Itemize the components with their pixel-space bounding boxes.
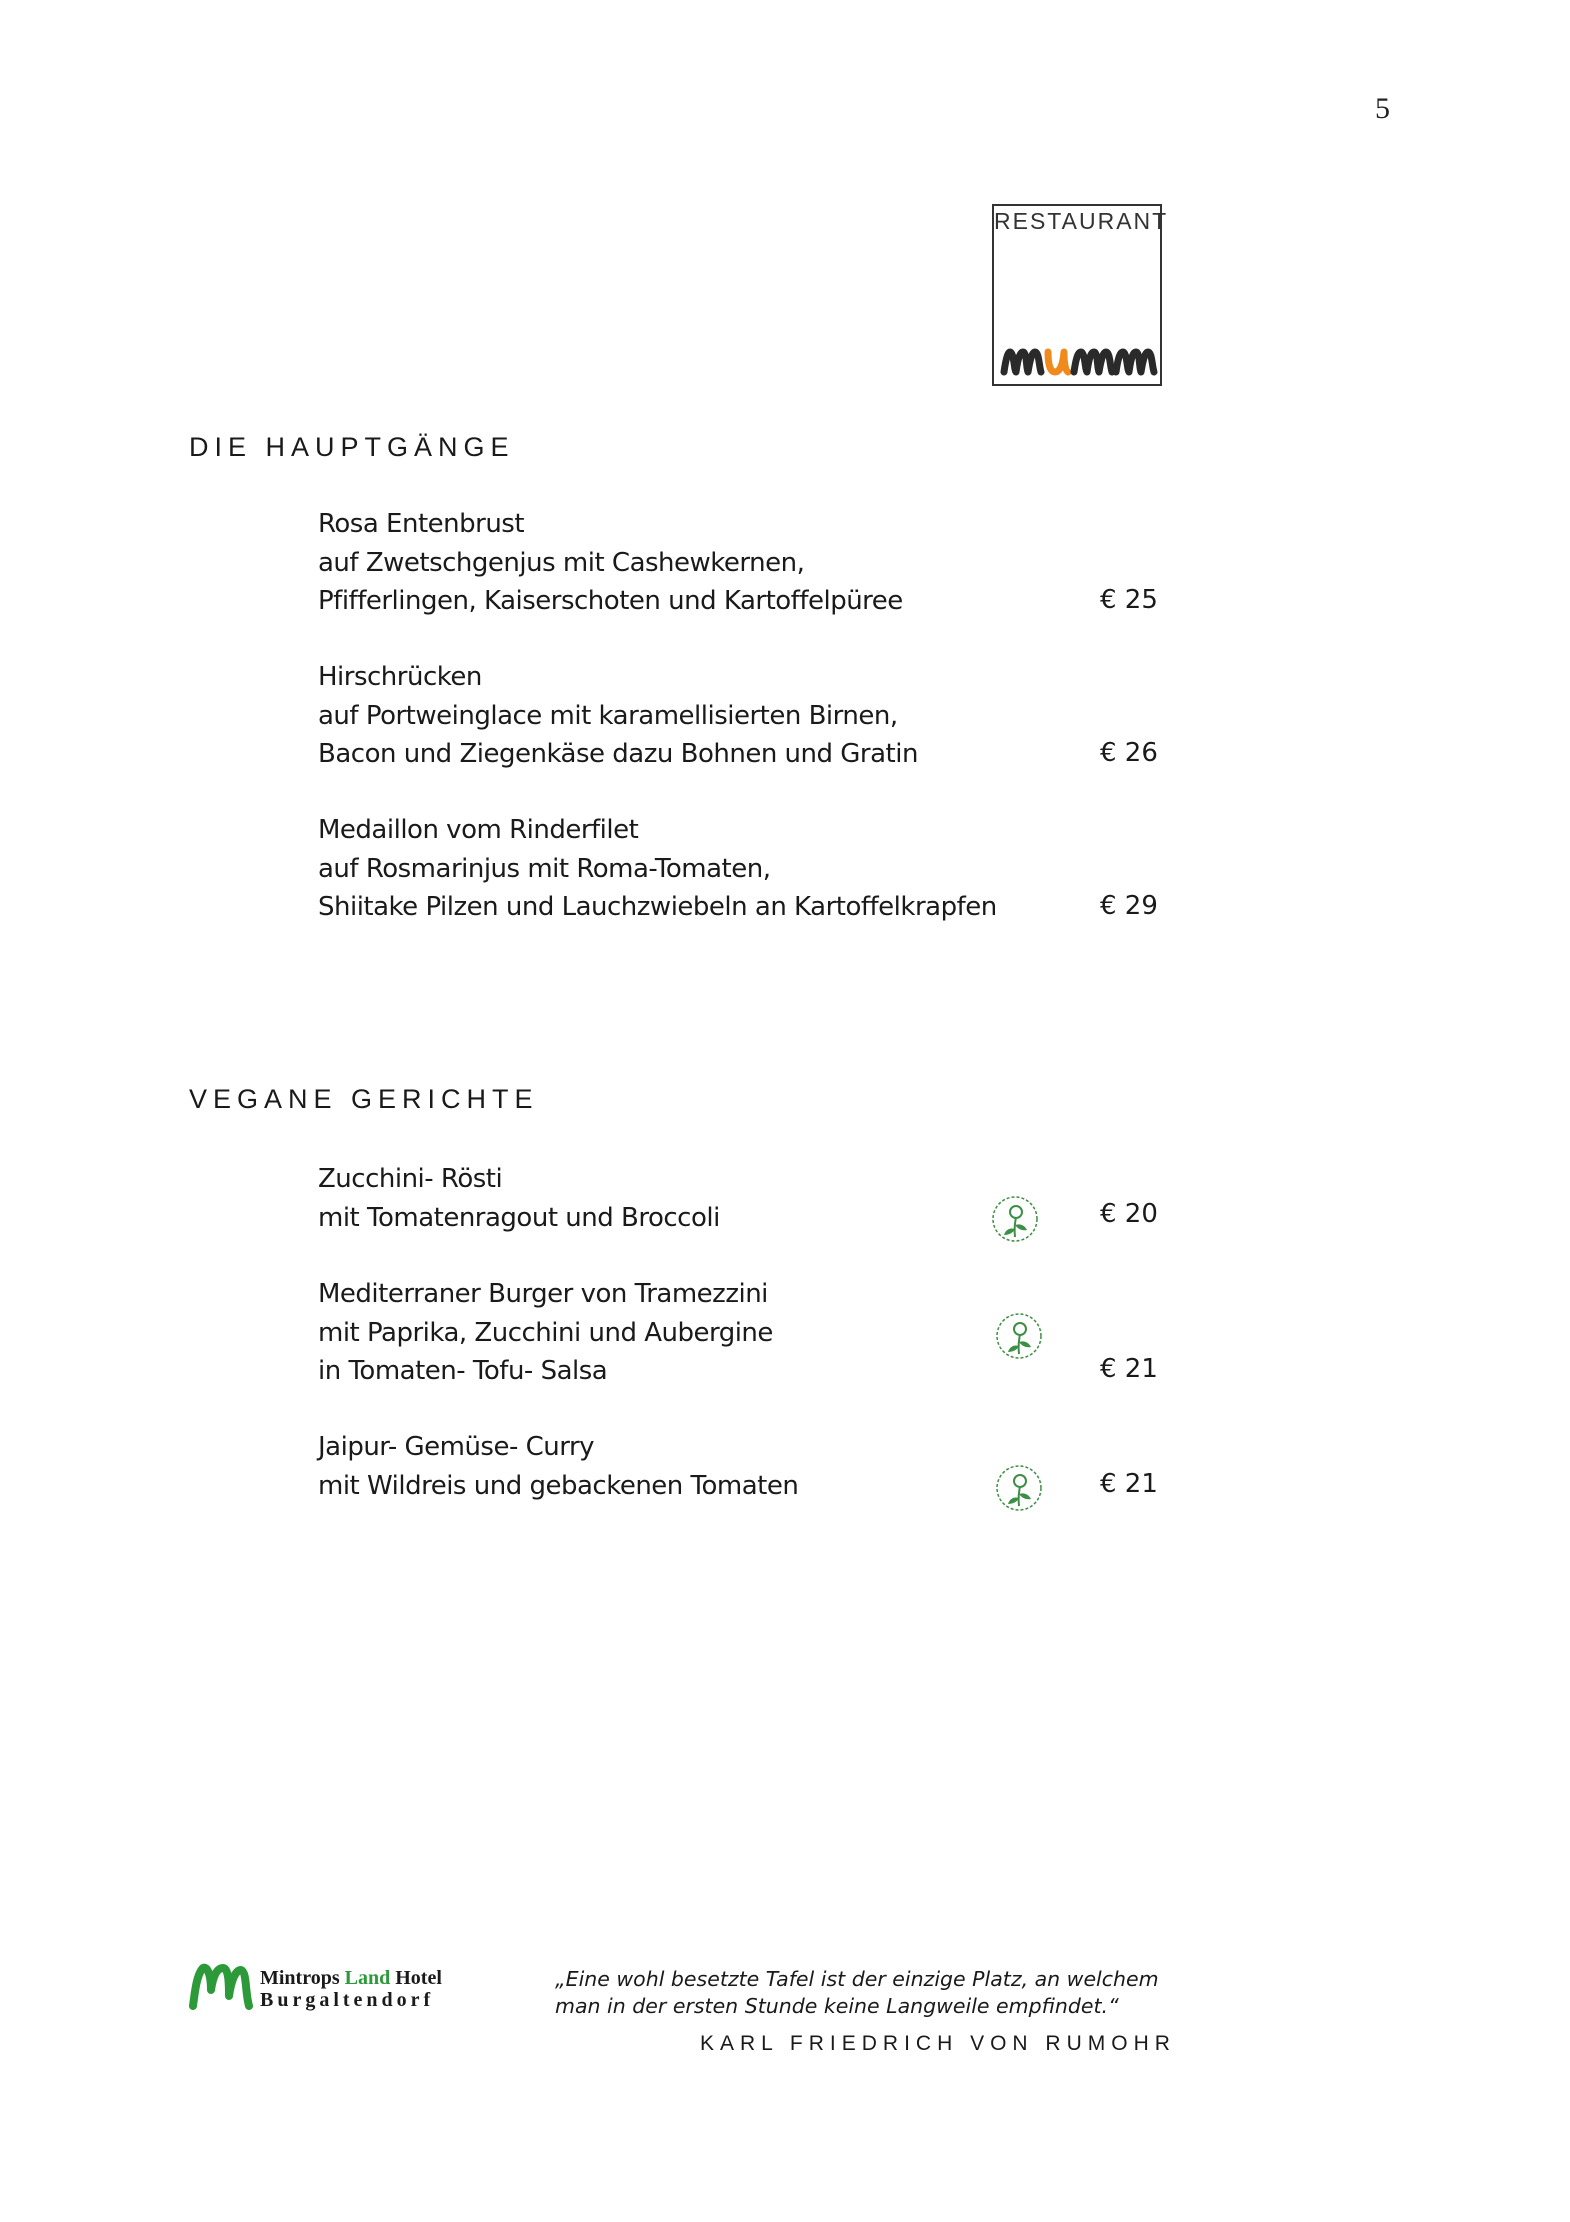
dish-description: auf Zwetschgenjus mit Cashewkernen, bbox=[318, 547, 805, 578]
dish-name: Jaipur- Gemüse- Curry bbox=[318, 1432, 595, 1462]
hotel-name-land: Land bbox=[344, 1967, 391, 1989]
page-number: 5 bbox=[1375, 92, 1390, 125]
dish-description: Shiitake Pilzen und Lauchzwiebeln an Kartoffelkrapfen bbox=[318, 892, 997, 922]
dish-description: Bacon und Ziegenkäse dazu Bohnen und Gratin bbox=[318, 739, 918, 769]
dish-name: Rosa Entenbrust bbox=[318, 509, 525, 539]
section-title-vegan-dishes: VEGANE GERICHTE bbox=[189, 1084, 539, 1114]
hotel-location: Burgaltendorf bbox=[260, 1989, 435, 2011]
dish-price: € 20 bbox=[1100, 1199, 1158, 1229]
dish-item bbox=[318, 1160, 720, 1237]
dish-name: Zucchini- Rösti bbox=[318, 1164, 503, 1194]
mumm-logo-mark bbox=[996, 322, 1158, 382]
quote-line: man in der ersten Stunde keine Langweile empfindet.“ bbox=[555, 1994, 1119, 2018]
dish-item bbox=[318, 505, 903, 621]
dish-price: € 29 bbox=[1100, 891, 1158, 921]
vegan-flower-icon bbox=[994, 1310, 1044, 1362]
dish-description: auf Portweinglace mit karamellisierten Birnen, bbox=[318, 700, 898, 731]
footer-quote bbox=[555, 1966, 1159, 2020]
dish-description: auf Rosmarinjus mit Roma-Tomaten, bbox=[318, 853, 771, 884]
section-title-main-courses: DIE HAUPTGÄNGE bbox=[189, 432, 515, 462]
dish-description: in Tomaten- Tofu- Salsa bbox=[318, 1356, 608, 1386]
hotel-logo bbox=[189, 1960, 469, 2020]
dish-item bbox=[318, 1428, 798, 1505]
dish-item bbox=[318, 658, 918, 774]
quote-author: KARL FRIEDRICH VON RUMOHR bbox=[700, 2032, 1176, 2055]
vegan-flower-icon bbox=[990, 1193, 1040, 1245]
dish-item bbox=[318, 1275, 773, 1391]
quote-line: „Eine wohl besetzte Tafel ist der einzige Platz, an welchem bbox=[555, 1967, 1159, 1991]
dish-description: mit Wildreis und gebackenen Tomaten bbox=[318, 1470, 799, 1501]
logo-word: RESTAURANT bbox=[994, 208, 1169, 234]
dish-price: € 26 bbox=[1100, 738, 1158, 768]
dish-description: Pfifferlingen, Kaiserschoten und Kartoffelpüree bbox=[318, 586, 903, 616]
dish-item bbox=[318, 811, 997, 927]
hotel-m-logo-icon bbox=[189, 1960, 255, 2012]
dish-price: € 25 bbox=[1100, 585, 1158, 615]
dish-name: Mediterraner Burger von Tramezzini bbox=[318, 1279, 768, 1309]
dish-price: € 21 bbox=[1100, 1469, 1158, 1499]
dish-name: Hirschrücken bbox=[318, 662, 482, 692]
vegan-flower-icon bbox=[994, 1462, 1044, 1514]
hotel-name bbox=[260, 1967, 442, 1990]
restaurant-logo bbox=[992, 204, 1169, 386]
dish-description: mit Tomatenragout und Broccoli bbox=[318, 1202, 720, 1233]
dish-price: € 21 bbox=[1100, 1354, 1158, 1384]
dish-description: mit Paprika, Zucchini und Aubergine bbox=[318, 1317, 773, 1348]
dish-name: Medaillon vom Rinderfilet bbox=[318, 815, 639, 845]
hotel-name-part: Mintrops bbox=[260, 1967, 345, 1989]
hotel-name-part: Hotel bbox=[390, 1967, 442, 1989]
